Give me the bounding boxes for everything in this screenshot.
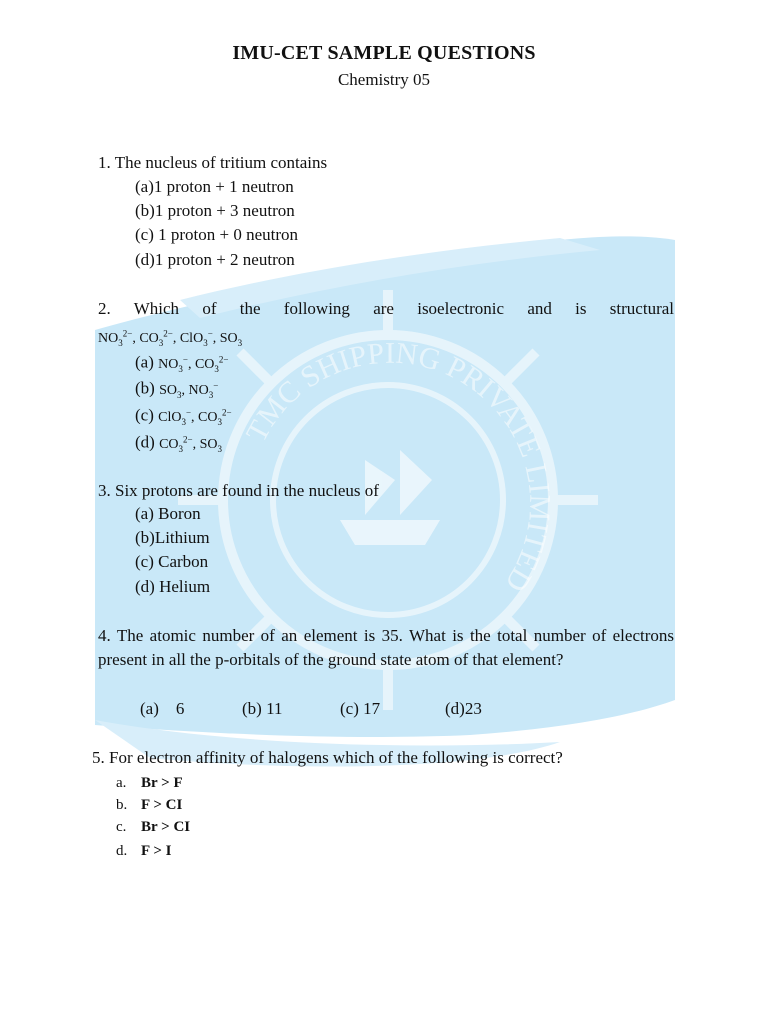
q1-option-c: (c) 1 proton + 0 neutron [135,225,299,244]
q3-option-a: (a) Boron [135,504,201,523]
q1-option-a: (a)1 proton + 1 neutron [135,177,294,196]
question-1-stem: 1. The nucleus of tritium contains [98,153,328,172]
q5-option-c: c. Br > CI [116,819,191,835]
q5-option-d: d. F > I [116,843,172,859]
q3-option-b: (b)Lithium [135,528,210,547]
q2-option-b: (b) $SO_3$, $NO_3^-$ [135,378,219,400]
question-3-stem: 3. Six protons are found in the nucleus of [98,481,379,500]
watermark-text: TMC SHIPPING PRIVATE LIMITED [239,336,557,598]
page-title: IMU-CET SAMPLE QUESTIONS [232,42,536,64]
question-5-stem: 5. For electron affinity of halogens which of the following is correct? [92,748,563,767]
q5-option-b: b. F > CI [116,797,183,813]
q4-options-row [0,697,768,721]
q4-option-d: (d)23 [445,699,482,718]
q2-option-a: (a) $NO_3^-$, $CO_3^{2-}$ [135,352,229,374]
q5-option-a: a. Br > F [116,775,183,791]
q2-formula-text: $NO_3^{2-}$, $CO_3^{2-}$, ClO$_3$−, $SO_3$ [98,328,243,348]
q1-option-b: (b)1 proton + 3 neutron [135,201,295,220]
question-4-stem: 4. The atomic number of an element is 35. What is the total number of electrons present in all the p-orbitals of the ground state atom of that element? [98,626,674,669]
q4-option-a: (a) 6 [140,699,185,718]
q3-option-c: (c) Carbon [135,552,209,571]
q2-option-c: (c) ClO$_3$−, $CO_3^{2-}$ [135,405,232,427]
question-2-stem: 2. Which of the following are isoelectronic and is structural [98,299,674,318]
q3-option-d: (d) Helium [135,577,211,596]
page-subtitle: Chemistry 05 [337,70,431,89]
q4-option-c: (c) 17 [340,699,381,718]
q1-option-d: (d)1 proton + 2 neutron [135,250,295,269]
q2-option-d: (d) $CO_3^{2-}$, $SO_3$ [135,432,223,454]
q4-option-b: (b) 11 [242,699,283,718]
